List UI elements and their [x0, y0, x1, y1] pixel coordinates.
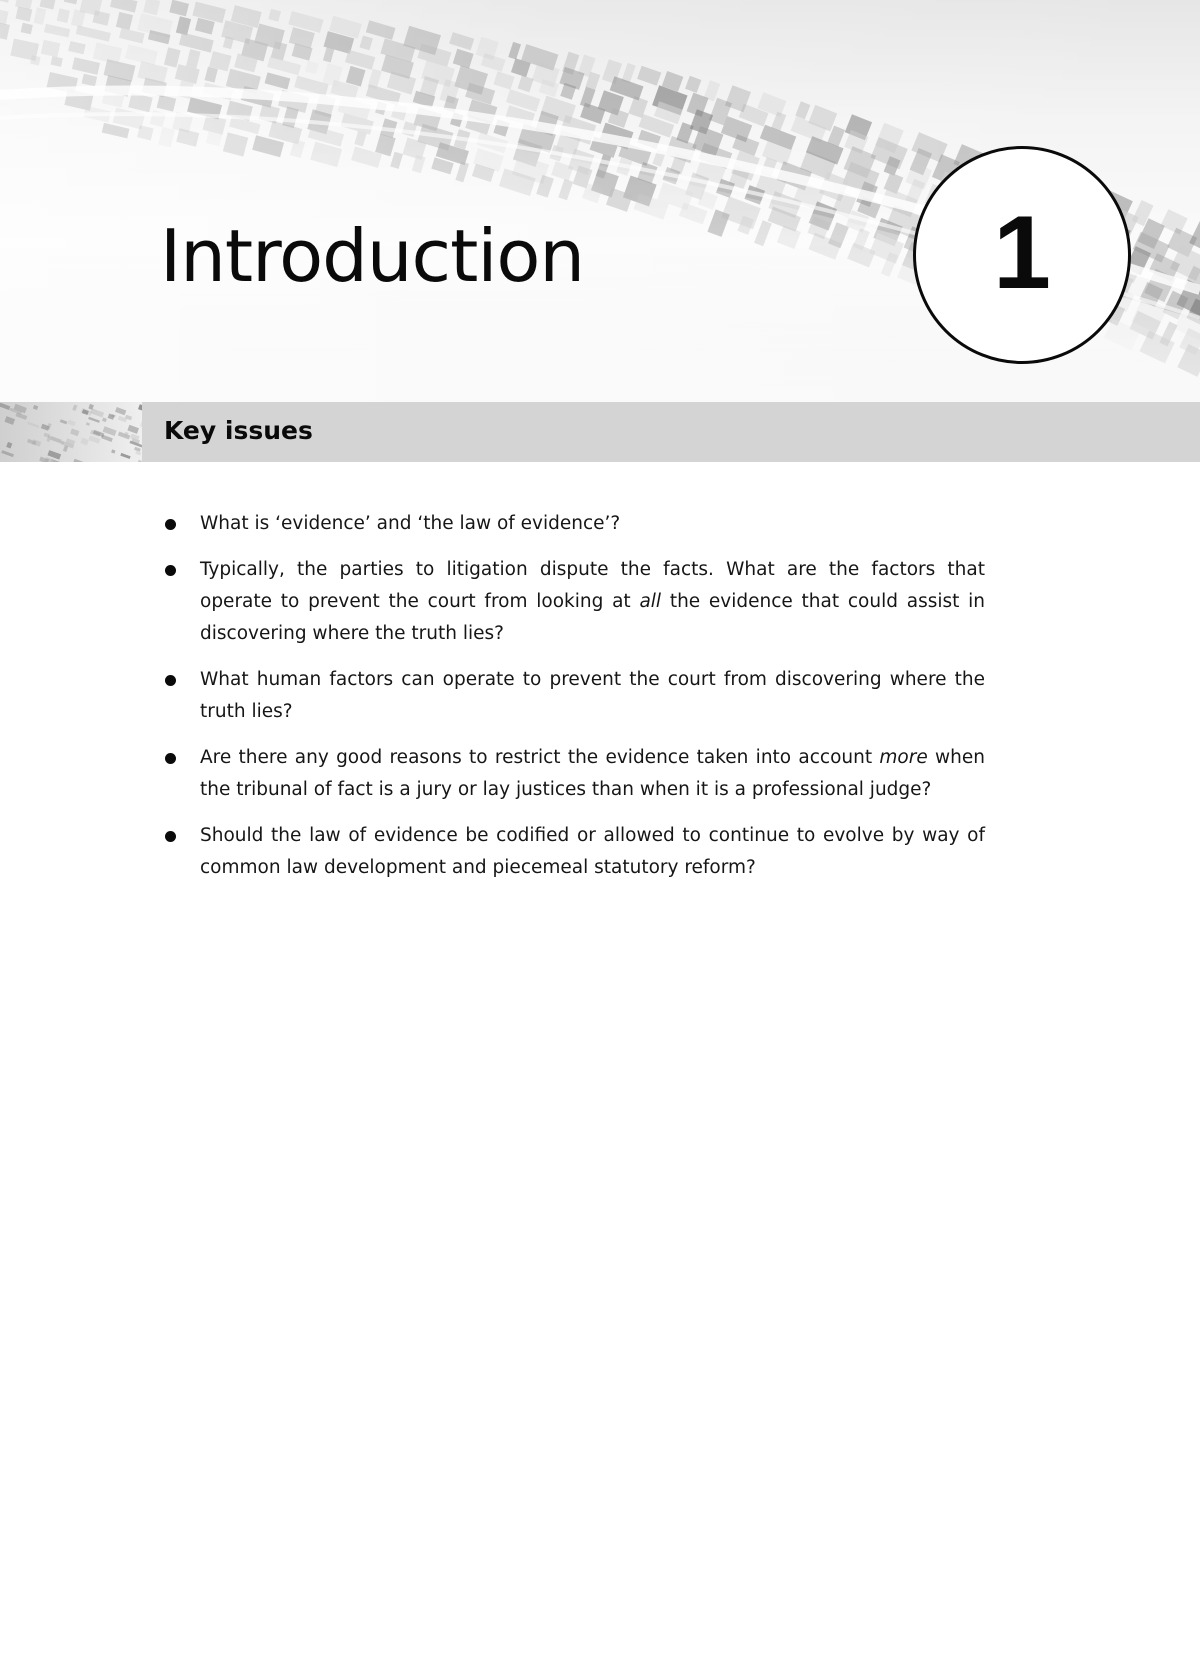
issue-emphasis: more — [879, 747, 928, 768]
bullet-icon — [165, 831, 176, 842]
issue-item-1 — [165, 508, 985, 540]
issue-text: What human factors can operate to prevent the court from discovering where the truth lies? — [200, 669, 985, 722]
issue-item-5 — [165, 820, 985, 884]
thumbnail-texture — [0, 402, 142, 462]
key-issues-bar — [0, 402, 1200, 462]
chapter-number-badge — [913, 146, 1131, 364]
issue-text-after: when the tribunal of fact is a jury or lay justices than when it is a professional judge? — [200, 747, 985, 800]
issue-item-2 — [165, 554, 985, 650]
issue-text-before: Are there any good reasons to restrict the evidence taken into account — [200, 747, 880, 768]
issue-item-3 — [165, 664, 985, 728]
bullet-icon — [165, 519, 176, 530]
issue-text-after: the evidence that could assist in discovering where the truth lies? — [200, 591, 985, 644]
bullet-icon — [165, 565, 176, 576]
issue-item-4 — [165, 742, 985, 806]
key-issues-heading: Key issues — [164, 416, 313, 445]
chapter-title: Introduction — [160, 214, 585, 298]
issue-text-before: Typically, the parties to litigation dispute the facts. What are the factors that operate to prevent the court from looking at — [200, 559, 985, 612]
chapter-number: 1 — [993, 195, 1051, 311]
chapter-banner — [0, 0, 1200, 402]
key-issues-thumbnail-image — [0, 402, 142, 462]
bullet-icon — [165, 753, 176, 764]
key-issues-list — [165, 508, 985, 898]
issue-text: Should the law of evidence be codified or allowed to continue to evolve by way of common law development and piecemeal statutory reform? — [200, 825, 985, 878]
issue-text: What is ‘evidence’ and ‘the law of evidence’? — [200, 513, 621, 534]
issue-emphasis: all — [639, 591, 662, 612]
bullet-icon — [165, 675, 176, 686]
